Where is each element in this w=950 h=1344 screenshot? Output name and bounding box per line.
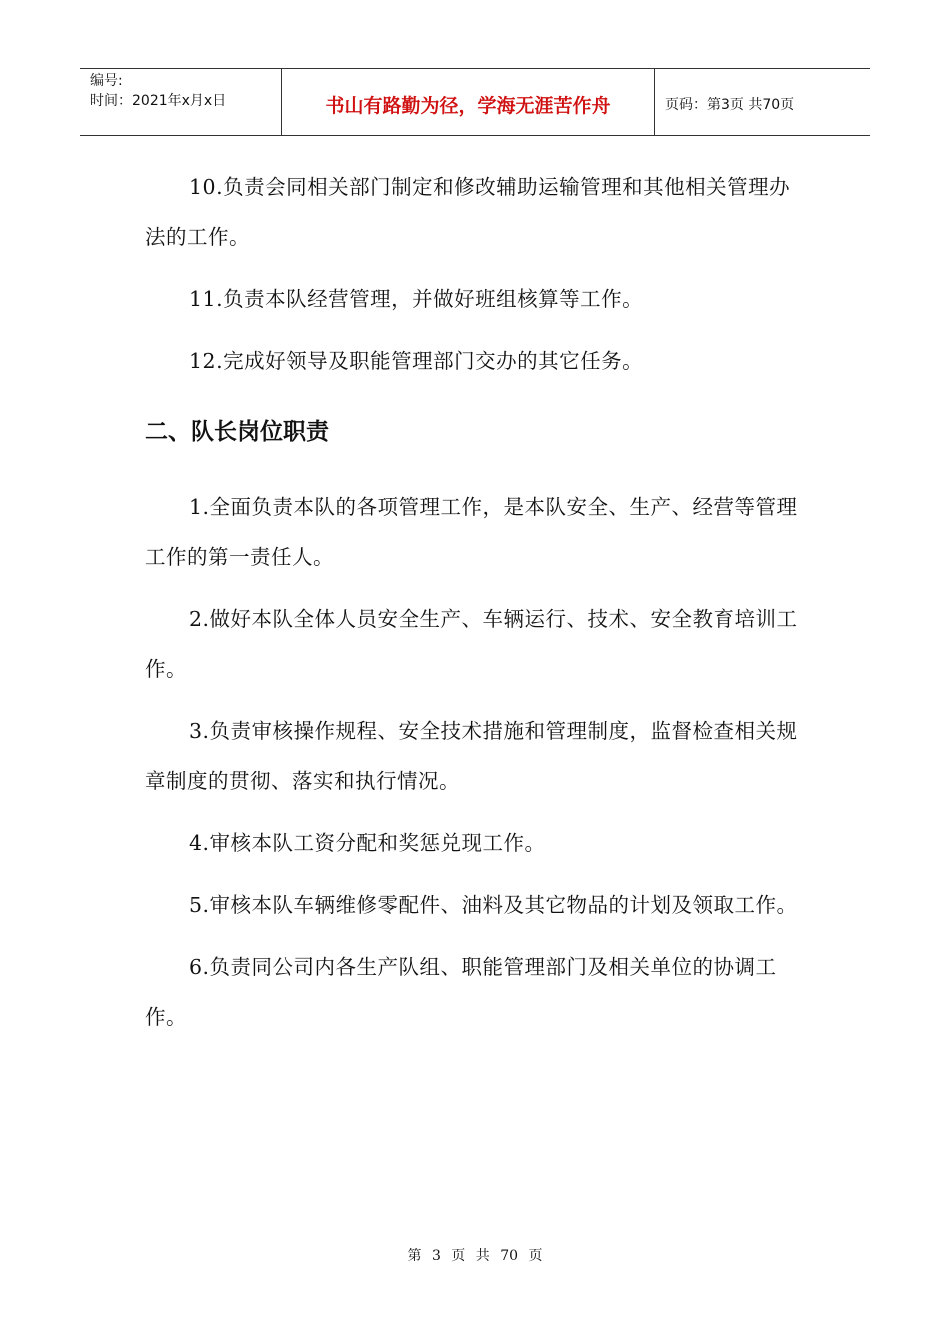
number-label: 编号: <box>90 73 123 89</box>
paragraph-item-10: 10.负责会同相关部门制定和修改辅助运输管理和其他相关管理办法的工作。 <box>145 175 791 249</box>
paragraph-duty-6: 6.负责同公司内各生产队组、职能管理部门及相关单位的协调工作。 <box>145 955 777 1029</box>
paragraph-item-12: 12.完成好领导及职能管理部门交办的其它任务。 <box>189 349 644 373</box>
page-info: 页码：第3页 共70页 <box>665 97 795 113</box>
header-meta-cell <box>80 69 282 135</box>
header-page-cell <box>655 69 870 135</box>
page-footer: 第 3 页 共 70 页 <box>407 1248 543 1264</box>
paragraph-duty-2: 2.做好本队全体人员安全生产、车辆运行、技术、安全教育培训工作。 <box>145 607 798 681</box>
header-motto-cell <box>282 69 655 135</box>
date-label: 时间：2021年x月x日 <box>90 93 227 109</box>
document-header <box>80 68 870 136</box>
document-body <box>145 162 805 1054</box>
paragraph-duty-1: 1.全面负责本队的各项管理工作，是本队安全、生产、经营等管理工作的第一责任人。 <box>145 495 798 569</box>
paragraph-duty-3: 3.负责审核操作规程、安全技术措施和管理制度，监督检查相关规章制度的贯彻、落实和执行情况。 <box>145 719 798 793</box>
paragraph-duty-4: 4.审核本队工资分配和奖惩兑现工作。 <box>189 831 546 855</box>
paragraph-duty-5: 5.审核本队车辆维修零配件、油料及其它物品的计划及领取工作。 <box>189 893 798 917</box>
motto-text: 书山有路勤为径，学海无涯苦作舟 <box>325 94 611 117</box>
paragraph-item-11: 11.负责本队经营管理，并做好班组核算等工作。 <box>189 287 644 311</box>
section-heading: 二、队长岗位职责 <box>145 419 329 445</box>
